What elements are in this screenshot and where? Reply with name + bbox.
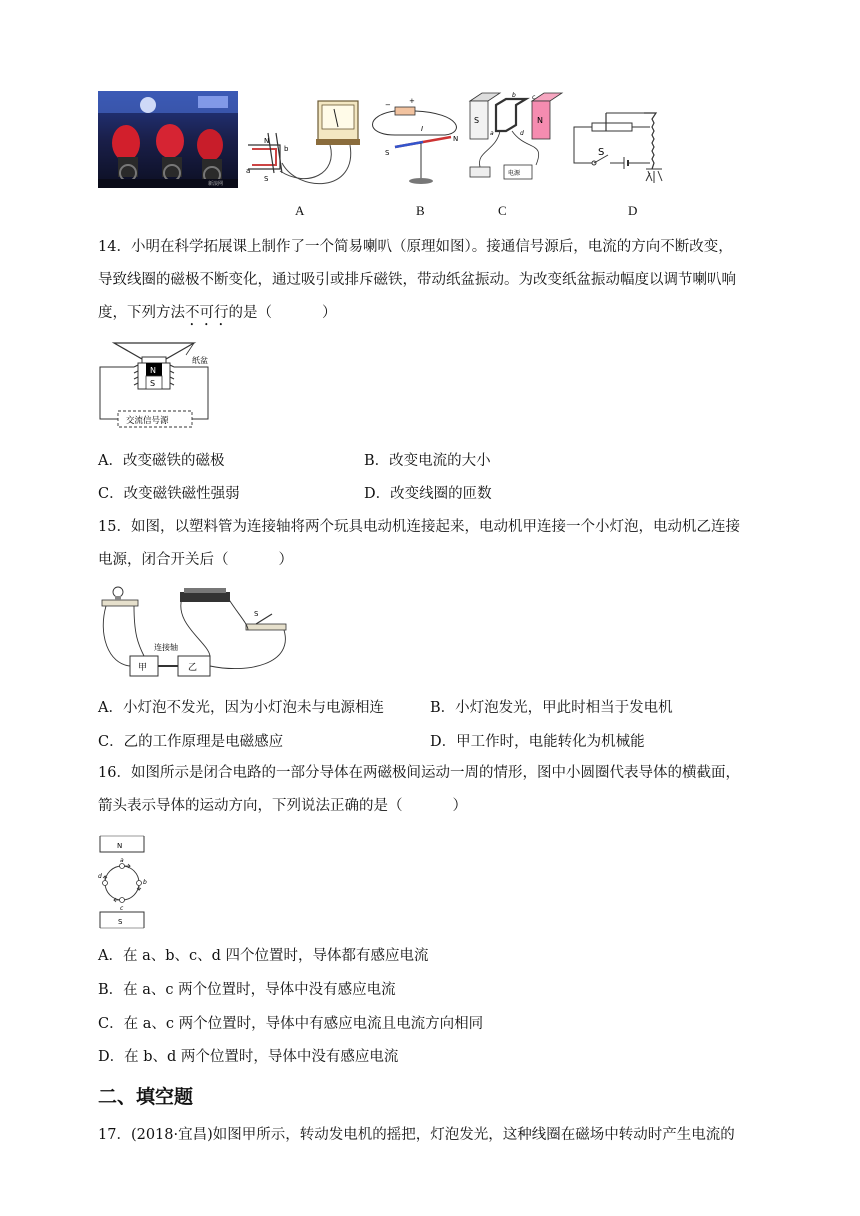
q14-option-b[interactable]: B．改变电流的大小 — [364, 453, 491, 469]
figure-a — [238, 93, 366, 193]
pos-d: d — [98, 873, 102, 880]
fig-c-a: a — [490, 130, 494, 137]
section-title: 二、填空题 — [98, 1086, 194, 1108]
fig-c-d: d — [520, 130, 524, 137]
figure-c — [466, 91, 566, 191]
question-16 — [98, 757, 770, 823]
pos-c: c — [120, 905, 124, 912]
motor-figure — [98, 584, 298, 684]
q14-line-1: 14．小明在科学拓展课上制作了一个简易喇叭（原理如图）。接通信号源后，电流的方向不断改变， — [98, 239, 733, 255]
q16-option-d[interactable]: D．在 b、d 两个位置时，导体中没有感应电流 — [98, 1049, 399, 1065]
question-17 — [98, 1119, 770, 1152]
label-d: D — [628, 203, 638, 218]
top-photo — [98, 91, 238, 188]
fig-b-plus: + — [409, 97, 415, 105]
photo-caption: 新浪网 — [208, 181, 224, 187]
q16-option-c[interactable]: C．在 a、c 两个位置时，导体中有感应电流且电流方向相同 — [98, 1016, 484, 1032]
q16-option-a[interactable]: A．在 a、b、c、d 四个位置时，导体都有感应电流 — [98, 948, 429, 964]
fig-a-s: S — [264, 175, 269, 183]
label-c: C — [498, 203, 507, 218]
question-14 — [98, 231, 770, 330]
q15-option-c[interactable]: C．乙的工作原理是电磁感应 — [98, 734, 284, 750]
q15-option-b[interactable]: B．小灯泡发光，甲此时相当于发电机 — [430, 700, 673, 716]
fig-b-i: I — [421, 125, 424, 133]
speaker-s: S — [150, 379, 156, 388]
magnet-loop-figure — [98, 834, 154, 930]
q15-option-d[interactable]: D．甲工作时，电能转化为机械能 — [430, 734, 645, 750]
speaker-n: N — [150, 366, 156, 375]
fig-b-n: N — [453, 135, 459, 143]
q14-option-d[interactable]: D．改变线圈的匝数 — [364, 486, 492, 502]
q14-option-a[interactable]: A．改变磁铁的磁极 — [98, 453, 225, 469]
q15-option-a[interactable]: A．小灯泡不发光，因为小灯泡未与电源相连 — [98, 700, 384, 716]
q16-line-2: 箭头表示导体的运动方向，下列说法正确的是（ ） — [98, 798, 467, 814]
fig-b-minus: − — [385, 101, 391, 109]
fig-a-b: b — [284, 145, 289, 153]
label-a: A — [295, 203, 305, 218]
motor-yi-label: 乙 — [188, 663, 198, 673]
figure-b — [365, 93, 473, 193]
question-15 — [98, 511, 770, 577]
pole-n: N — [117, 842, 123, 850]
fig-c-power: 电源 — [508, 170, 521, 177]
ac-source-label: 交流信号源 — [126, 416, 169, 426]
speaker-figure — [98, 335, 214, 435]
q17-line-1: 17．(2018·宜昌)如图甲所示，转动发电机的摇把，灯泡发光，这种线圈在磁场中转动时产生电流的 — [98, 1127, 735, 1143]
label-b: B — [416, 203, 425, 218]
q15-line-1: 15．如图，以塑料管为连接轴将两个玩具电动机连接起来，电动机甲连接一个小灯泡，电动机乙连接 — [98, 519, 740, 535]
figure-d — [570, 109, 670, 189]
paper-cone-label: 纸盆 — [192, 356, 208, 365]
q16-option-b[interactable]: B．在 a、c 两个位置时，导体中没有感应电流 — [98, 982, 396, 998]
fig-a-n: N — [264, 137, 270, 145]
q14-line-3: 度，下列方法不可行的是（ ） — [98, 305, 337, 321]
fig-c-b: b — [512, 92, 516, 99]
q16-line-1: 16．如图所示是闭合电路的一部分导体在两磁极间运动一周的情形，图中小圆圈代表导体的横截面， — [98, 765, 740, 781]
q14-line-2: 导致线圈的磁极不断变化，通过吸引或排斥磁铁，带动纸盆振动。为改变纸盆振动幅度以调节喇叭响 — [98, 272, 736, 288]
fig-c-s: S — [474, 116, 480, 125]
pos-b: b — [143, 879, 147, 886]
q15-line-2: 电源，闭合开关后（ ） — [98, 552, 293, 568]
motor-jia-label: 甲 — [138, 663, 148, 673]
motor-switch-s: S — [254, 610, 259, 618]
fig-b-s: S — [385, 149, 390, 157]
axis-label: 连接轴 — [154, 643, 178, 652]
fig-d-s: S — [598, 147, 605, 158]
fig-a-a: a — [246, 167, 251, 175]
fig-c-n: N — [537, 116, 543, 125]
q14-emphasis: 不可行 — [185, 305, 229, 321]
pole-s: S — [118, 918, 123, 926]
q14-option-c[interactable]: C．改变磁铁磁性强弱 — [98, 486, 240, 502]
pos-a: a — [120, 857, 124, 864]
fig-c-c: c — [532, 94, 536, 101]
